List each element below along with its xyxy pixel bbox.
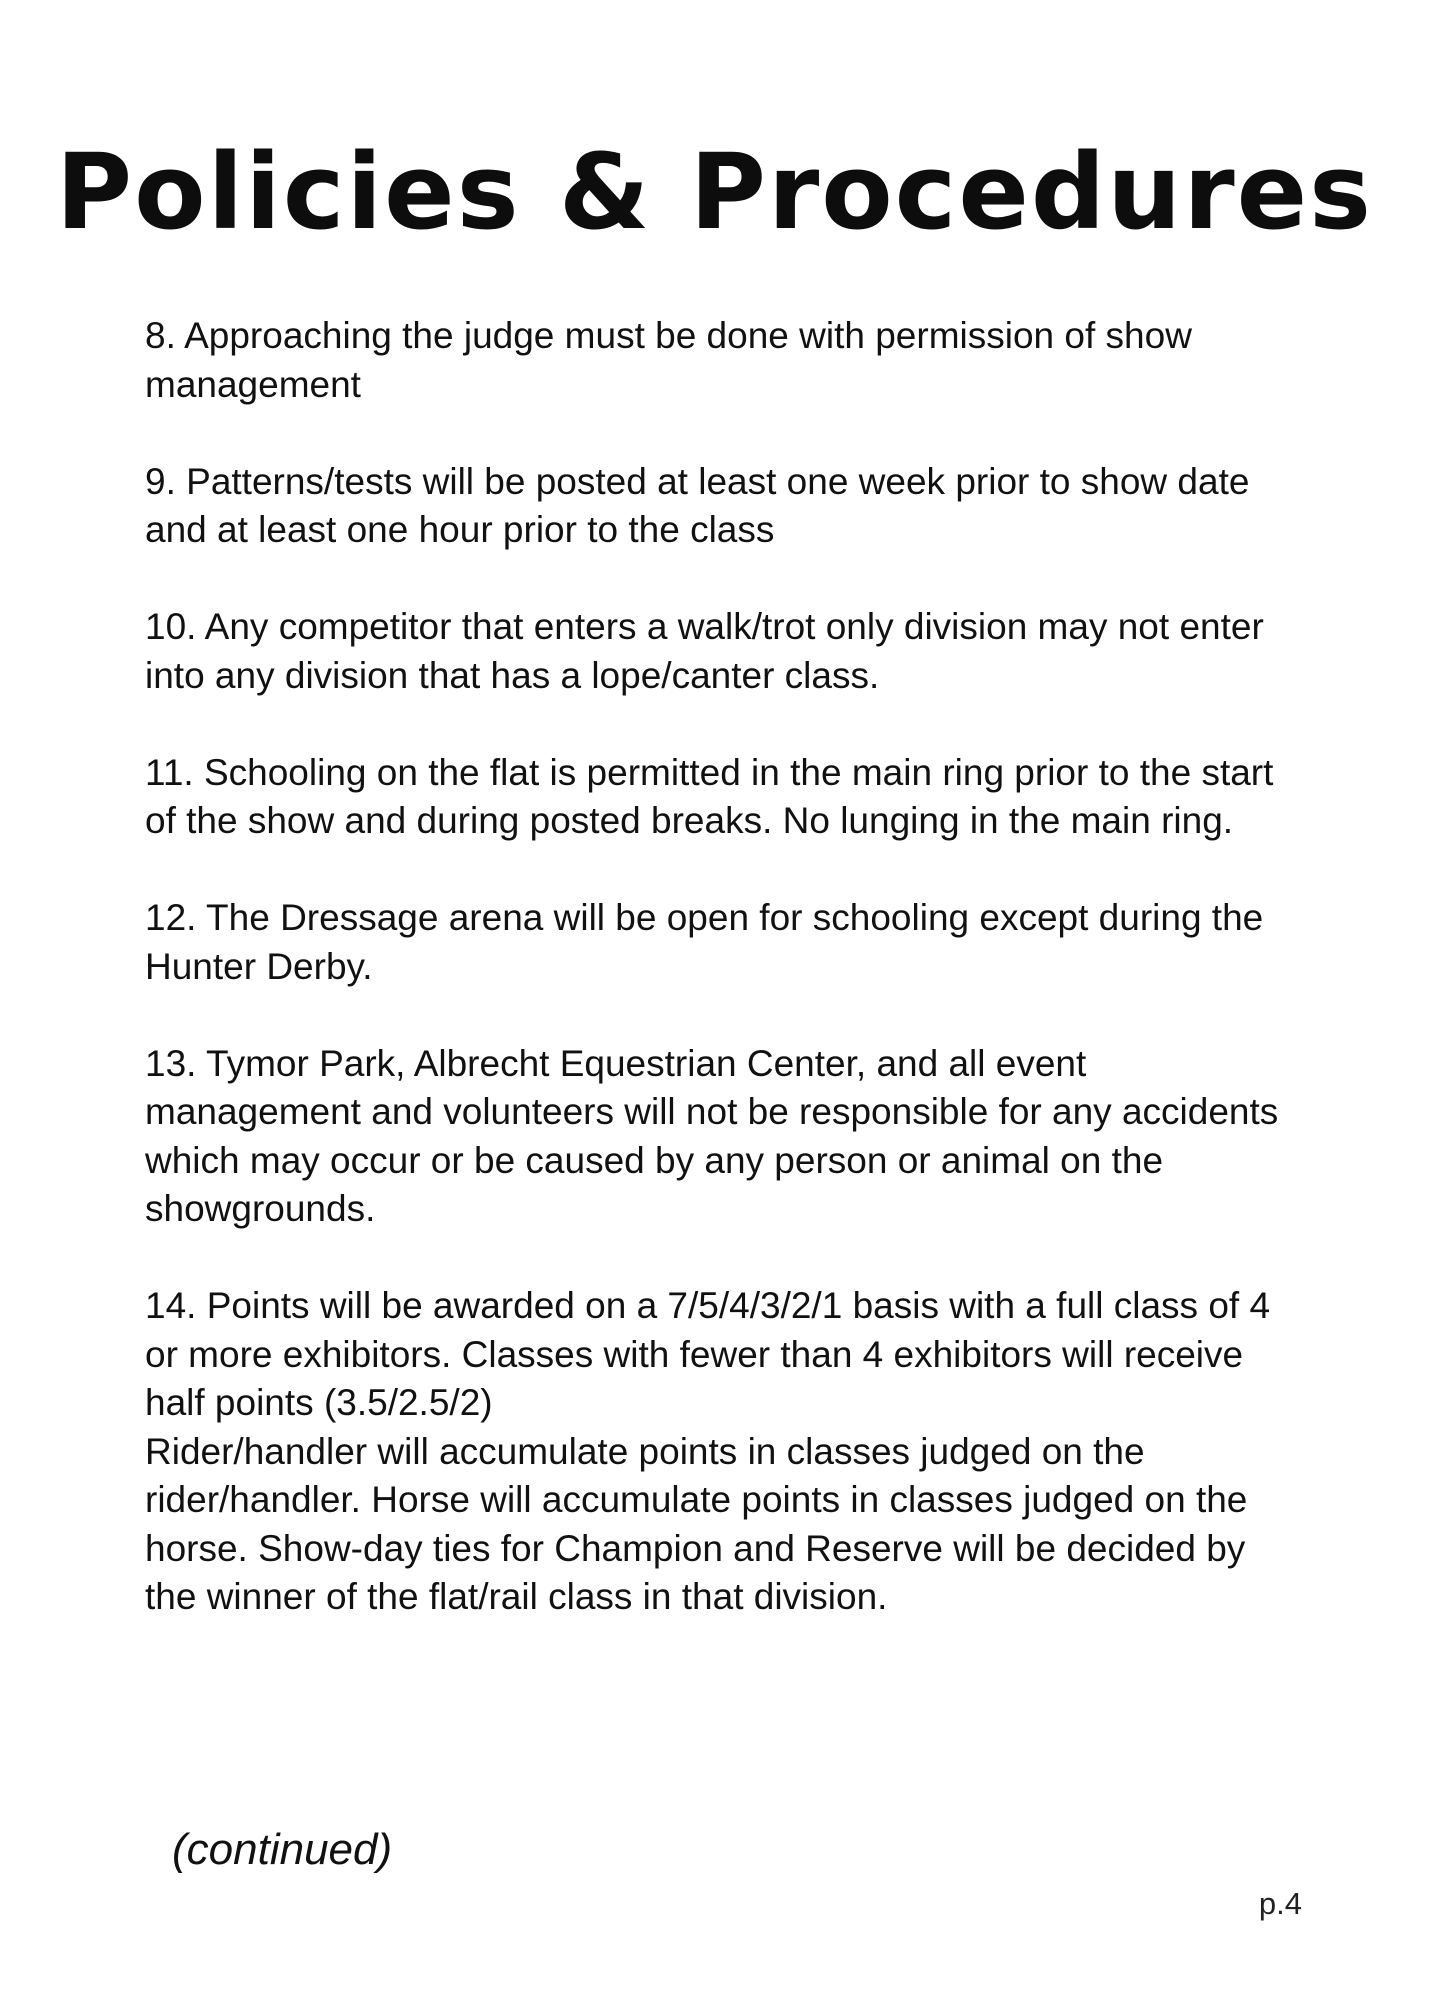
policy-item [145, 312, 1305, 409]
policy-item-text: 9. Patterns/tests will be posted at least one week prior to show date and at least one hour prior to the class [145, 460, 1250, 550]
policy-item [145, 603, 1305, 700]
page-title: Policies & Procedures [55, 131, 1374, 253]
policy-item-text: 14. Points will be awarded on a 7/5/4/3/2/1 basis with a full class of 4 or more exhibitors. Classes with fewer than 4 exhibitors will receive half points (3.5/2.5/2) [145, 1285, 1271, 1423]
policy-item-text: 13. Tymor Park, Albrecht Equestrian Center, and all event management and volunteers will not be responsible for any accidents which may occur or be caused by any person or animal on the showgrounds. [145, 1042, 1279, 1229]
policy-item [145, 749, 1305, 846]
policy-item [145, 458, 1305, 555]
policy-item [145, 1282, 1305, 1622]
policy-item-text: 12. The Dressage arena will be open for schooling except during the Hunter Derby. [145, 897, 1264, 987]
continued-label: (continued) [172, 1825, 393, 1874]
policy-item-text: 10. Any competitor that enters a walk/trot only division may not enter into any division that has a lope/canter class. [145, 606, 1264, 696]
policy-item-text-continued: Rider/handler will accumulate points in classes judged on the rider/handler. Horse will accumulate points in classes judged on the horse. Show-day ties for Champion and Reserve will be decided by the winner of the flat/rail class in that division. [145, 1430, 1248, 1617]
policy-list [145, 312, 1305, 1670]
page-number: p.4 [1258, 1886, 1302, 1921]
policy-item [145, 894, 1305, 991]
policy-item [145, 1040, 1305, 1234]
policy-item-text: 11. Schooling on the flat is permitted in the main ring prior to the start of the show and during posted breaks. No lunging in the main ring. [145, 751, 1274, 841]
policy-item-text: 8. Approaching the judge must be done with permission of show management [145, 315, 1192, 405]
